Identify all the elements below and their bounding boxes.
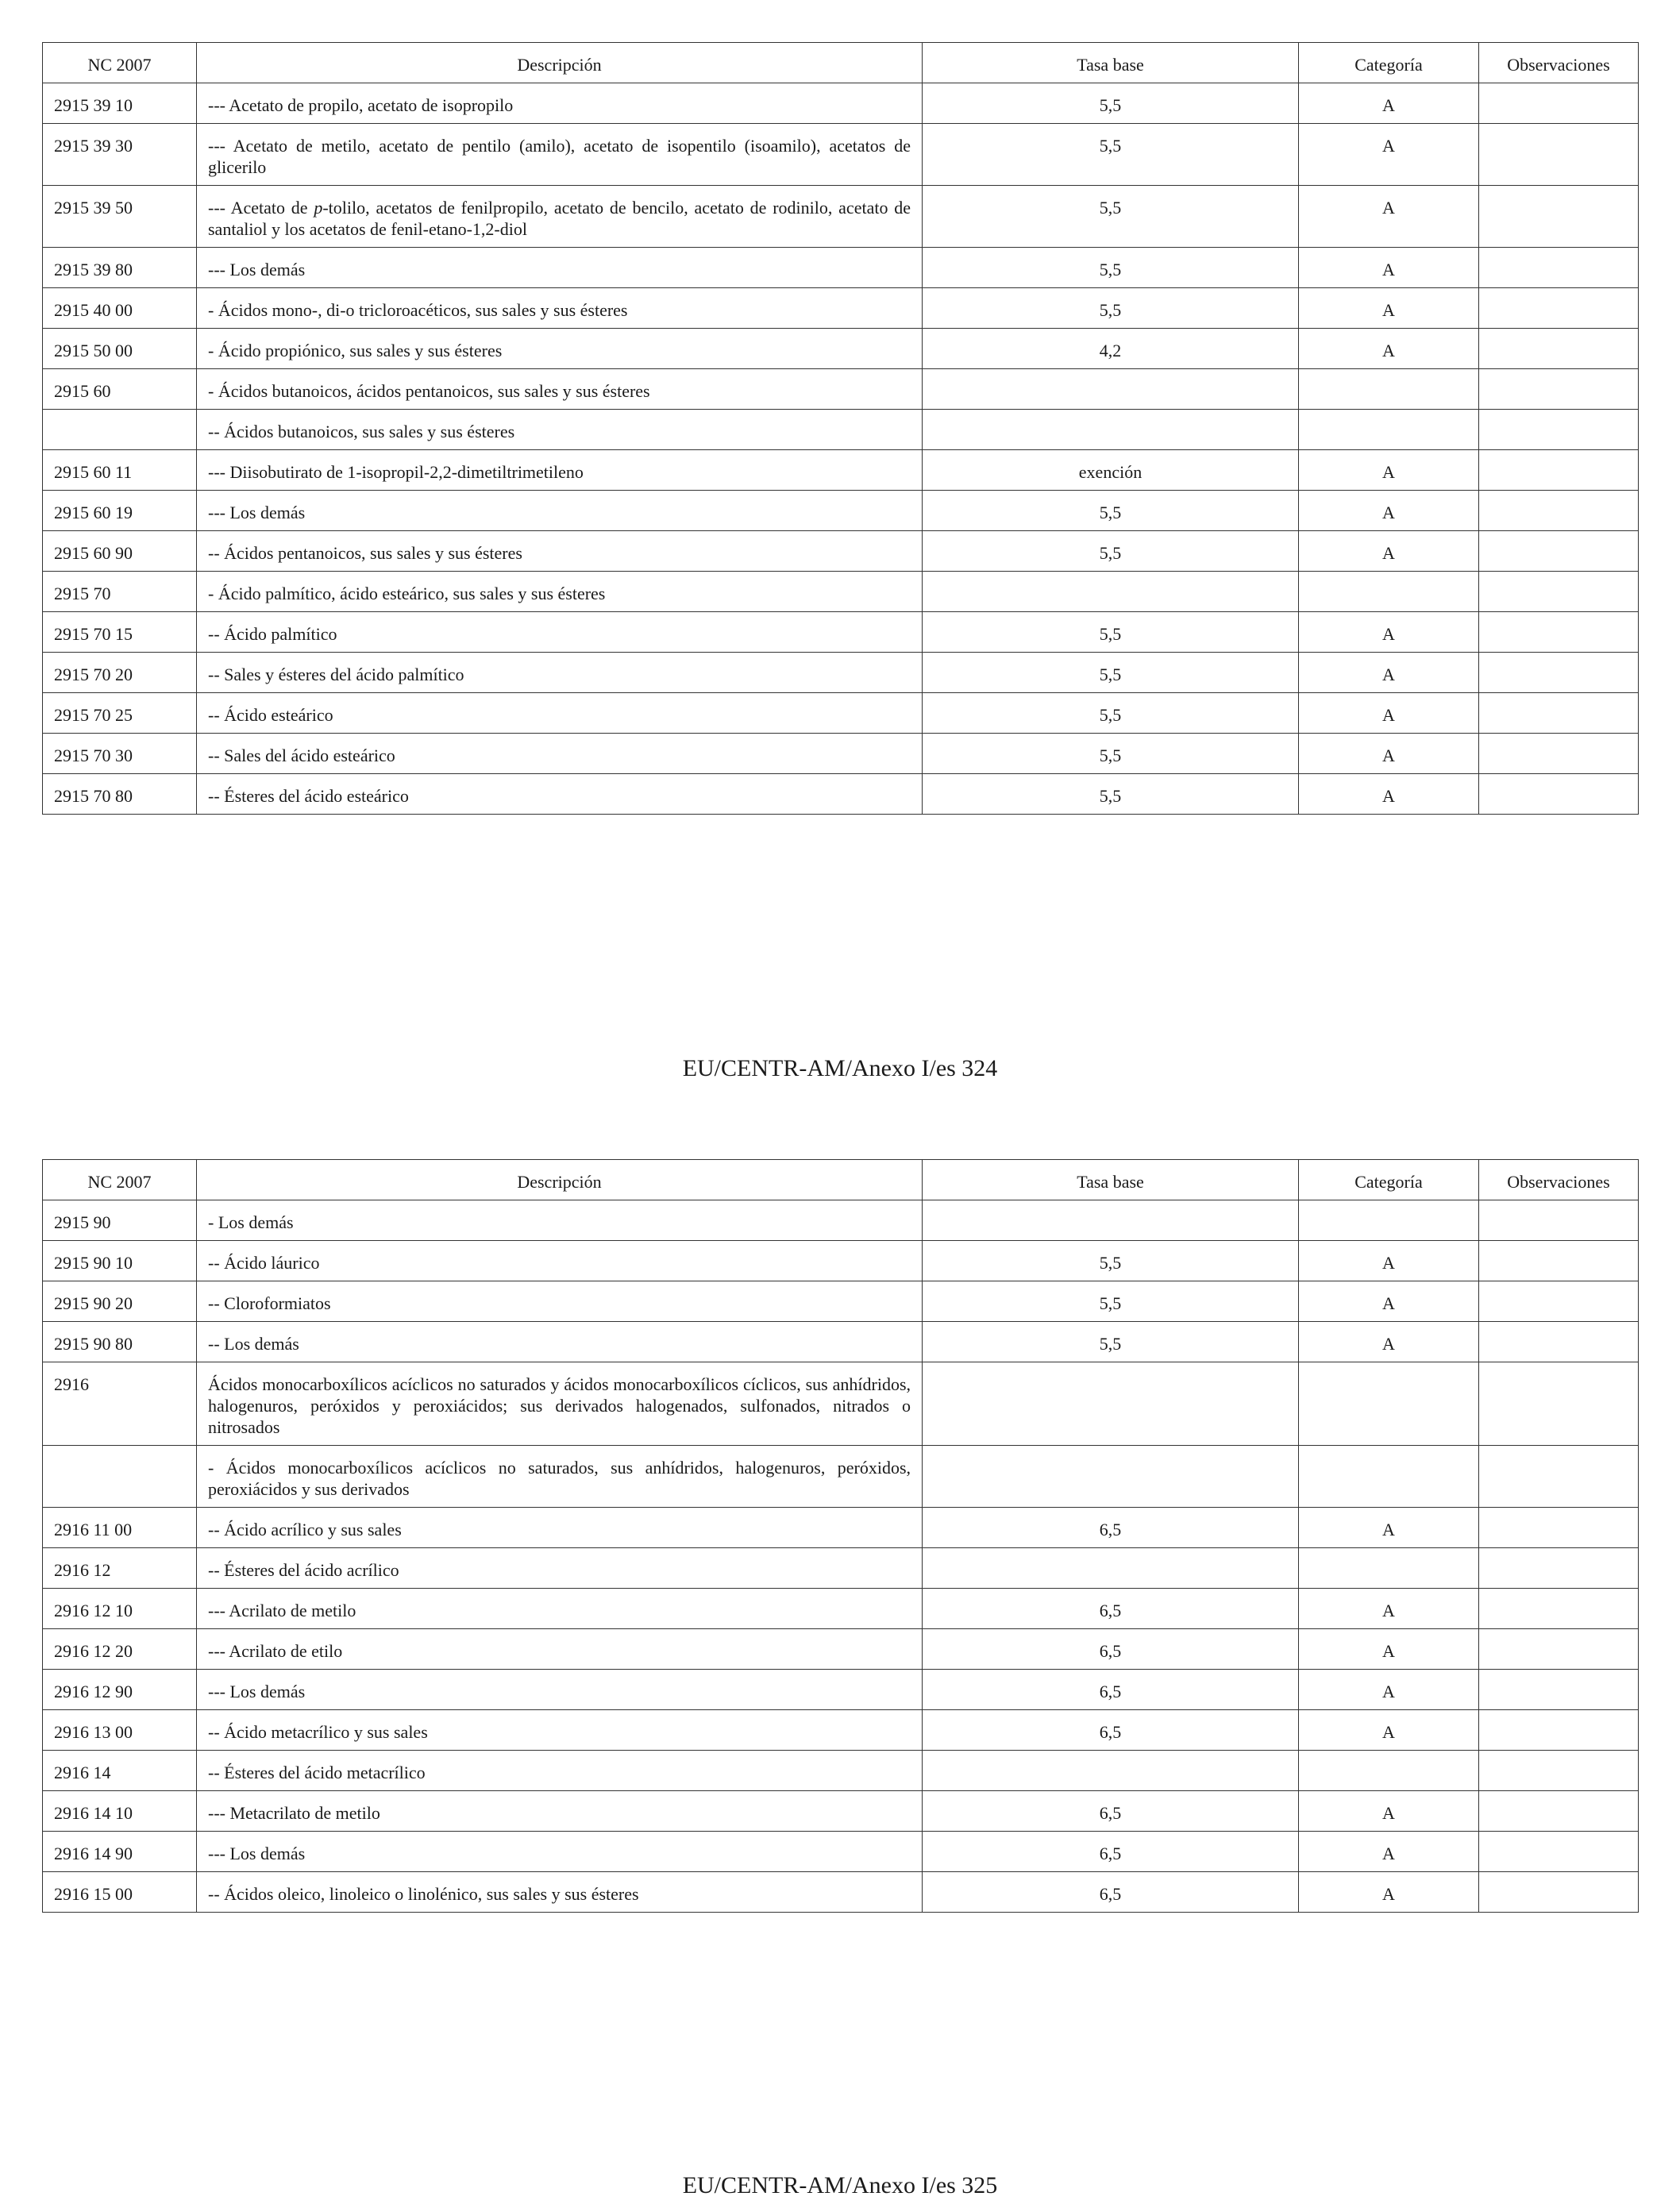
observations-cell [1479,410,1639,450]
table-row [43,1710,1639,1751]
table-row [43,774,1639,815]
nc-code-cell: 2915 39 30 [43,124,197,186]
observations-cell [1479,288,1639,329]
nc-code-cell: 2916 [43,1362,197,1446]
description-cell: -- Ésteres del ácido metacrílico [197,1751,923,1791]
base-rate-cell [923,410,1299,450]
category-cell: A [1299,491,1479,531]
table-row [43,693,1639,734]
description-cell: --- Diisobutirato de 1-isopropil-2,2-dimetiltrimetileno [197,450,923,491]
description-cell: -- Ésteres del ácido acrílico [197,1548,923,1589]
base-rate-cell: 6,5 [923,1832,1299,1872]
nc-code-cell: 2915 60 90 [43,531,197,572]
table-row [43,1362,1639,1446]
table-row [43,1508,1639,1548]
base-rate-cell: 5,5 [923,83,1299,124]
description-cell: - Los demás [197,1200,923,1241]
base-rate-cell: 6,5 [923,1791,1299,1832]
base-rate-cell: 6,5 [923,1629,1299,1670]
nc-code-cell: 2916 12 [43,1548,197,1589]
observations-cell [1479,1710,1639,1751]
observations-cell [1479,124,1639,186]
category-cell: A [1299,531,1479,572]
observations-cell [1479,1548,1639,1589]
category-cell: A [1299,1322,1479,1362]
category-cell: A [1299,734,1479,774]
nc-code-cell: 2915 50 00 [43,329,197,369]
base-rate-cell [923,1362,1299,1446]
description-cell: --- Los demás [197,1670,923,1710]
header-description: Descripción [197,43,923,83]
table-row [43,491,1639,531]
category-cell: A [1299,1508,1479,1548]
category-cell [1299,1548,1479,1589]
observations-cell [1479,1446,1639,1508]
nc-code-cell: 2915 70 30 [43,734,197,774]
header-category: Categoría [1299,43,1479,83]
nc-code-cell: 2915 60 11 [43,450,197,491]
nc-code-cell: 2915 40 00 [43,288,197,329]
table-row [43,1791,1639,1832]
table-row [43,329,1639,369]
description-cell: -- Ácidos pentanoicos, sus sales y sus ésteres [197,531,923,572]
observations-cell [1479,1589,1639,1629]
nc-code-cell: 2915 39 10 [43,83,197,124]
observations-cell [1479,186,1639,248]
table-row [43,288,1639,329]
base-rate-cell: 6,5 [923,1508,1299,1548]
nc-code-cell: 2915 70 20 [43,653,197,693]
table-row [43,1200,1639,1241]
description-cell: --- Acrilato de etilo [197,1629,923,1670]
base-rate-cell: 5,5 [923,248,1299,288]
header-observations: Observaciones [1479,1160,1639,1200]
nc-code-cell [43,410,197,450]
table-row [43,1322,1639,1362]
nc-code-cell: 2915 90 10 [43,1241,197,1281]
base-rate-cell: exención [923,450,1299,491]
observations-cell [1479,734,1639,774]
header-category: Categoría [1299,1160,1479,1200]
observations-cell [1479,450,1639,491]
observations-cell [1479,531,1639,572]
observations-cell [1479,693,1639,734]
description-cell: -- Ácido palmítico [197,612,923,653]
category-cell: A [1299,124,1479,186]
nc-code-cell: 2916 14 90 [43,1832,197,1872]
observations-cell [1479,1241,1639,1281]
description-cell: - Ácido propiónico, sus sales y sus ésteres [197,329,923,369]
nc-code-cell: 2916 12 10 [43,1589,197,1629]
observations-cell [1479,248,1639,288]
base-rate-cell: 5,5 [923,1281,1299,1322]
category-cell: A [1299,1241,1479,1281]
category-cell: A [1299,248,1479,288]
base-rate-cell: 6,5 [923,1710,1299,1751]
table-row [43,1589,1639,1629]
nc-code-cell: 2915 70 [43,572,197,612]
base-rate-cell: 6,5 [923,1670,1299,1710]
page-footer-324: EU/CENTR-AM/Anexo I/es 324 [682,1055,998,1081]
observations-cell [1479,1872,1639,1913]
base-rate-cell: 5,5 [923,612,1299,653]
nc-code-cell: 2916 11 00 [43,1508,197,1548]
table-row [43,612,1639,653]
base-rate-cell: 5,5 [923,531,1299,572]
description-cell: -- Ácido acrílico y sus sales [197,1508,923,1548]
description-cell: --- Los demás [197,491,923,531]
table-row [43,1548,1639,1589]
category-cell [1299,1362,1479,1446]
description-cell: --- Acrilato de metilo [197,1589,923,1629]
table-row [43,572,1639,612]
observations-cell [1479,612,1639,653]
table-row [43,1670,1639,1710]
description-cell: -- Cloroformiatos [197,1281,923,1322]
description-cell: -- Ácido metacrílico y sus sales [197,1710,923,1751]
description-cell: -- Ácidos butanoicos, sus sales y sus ésteres [197,410,923,450]
description-cell: -- Los demás [197,1322,923,1362]
observations-cell [1479,491,1639,531]
observations-cell [1479,1362,1639,1446]
observations-cell [1479,329,1639,369]
category-cell [1299,1200,1479,1241]
category-cell: A [1299,1832,1479,1872]
observations-cell [1479,1281,1639,1322]
table-row [43,450,1639,491]
nc-code-cell: 2915 39 50 [43,186,197,248]
observations-cell [1479,653,1639,693]
base-rate-cell: 5,5 [923,491,1299,531]
nc-code-cell: 2916 14 [43,1751,197,1791]
base-rate-cell: 5,5 [923,1241,1299,1281]
nc-code-cell: 2916 12 20 [43,1629,197,1670]
table-row [43,734,1639,774]
table-row [43,653,1639,693]
base-rate-cell: 5,5 [923,734,1299,774]
category-cell: A [1299,186,1479,248]
description-cell: Ácidos monocarboxílicos acíclicos no saturados y ácidos monocarboxílicos cíclicos, sus anhídridos, halogenuros, peróxidos y peroxiácidos; sus derivados halogenados, sulfonados, nitrados o nitrosados [197,1362,923,1446]
base-rate-cell: 5,5 [923,653,1299,693]
observations-cell [1479,1670,1639,1710]
base-rate-cell [923,1200,1299,1241]
base-rate-cell [923,369,1299,410]
description-cell: --- Acetato de metilo, acetato de pentilo (amilo), acetato de isopentilo (isoamilo), acetatos de glicerilo [197,124,923,186]
category-cell [1299,572,1479,612]
observations-cell [1479,369,1639,410]
nc-code-cell: 2915 70 25 [43,693,197,734]
category-cell: A [1299,1629,1479,1670]
table-row [43,124,1639,186]
category-cell: A [1299,329,1479,369]
observations-cell [1479,1751,1639,1791]
base-rate-cell [923,1446,1299,1508]
italic-p: p [314,198,323,218]
nc-code-cell: 2916 14 10 [43,1791,197,1832]
tariff-table-page-324 [42,42,1639,815]
category-cell: A [1299,774,1479,815]
table-row [43,1629,1639,1670]
category-cell: A [1299,450,1479,491]
description-cell: -- Sales y ésteres del ácido palmítico [197,653,923,693]
table-row [43,186,1639,248]
description-cell: -- Ácidos oleico, linoleico o linolénico, sus sales y sus ésteres [197,1872,923,1913]
table-row [43,1751,1639,1791]
header-base-rate: Tasa base [923,43,1299,83]
category-cell: A [1299,1589,1479,1629]
category-cell [1299,1751,1479,1791]
category-cell [1299,369,1479,410]
table-row [43,1832,1639,1872]
base-rate-cell: 5,5 [923,288,1299,329]
table-row [43,410,1639,450]
category-cell: A [1299,1791,1479,1832]
description-cell: -- Ácido láurico [197,1241,923,1281]
category-cell: A [1299,1670,1479,1710]
base-rate-cell: 5,5 [923,774,1299,815]
tariff-table-page-325 [42,1159,1639,1913]
nc-code-cell: 2915 70 15 [43,612,197,653]
description-cell: - Ácido palmítico, ácido esteárico, sus sales y sus ésteres [197,572,923,612]
base-rate-cell: 6,5 [923,1872,1299,1913]
observations-cell [1479,1508,1639,1548]
description-cell: - Ácidos butanoicos, ácidos pentanoicos, sus sales y sus ésteres [197,369,923,410]
description-cell: --- Los demás [197,1832,923,1872]
base-rate-cell: 5,5 [923,124,1299,186]
table-row [43,83,1639,124]
nc-code-cell: 2915 60 [43,369,197,410]
observations-cell [1479,1200,1639,1241]
header-observations: Observaciones [1479,43,1639,83]
nc-code-cell: 2916 15 00 [43,1872,197,1913]
description-cell: - Ácidos mono-, di-o tricloroacéticos, sus sales y sus ésteres [197,288,923,329]
base-rate-cell: 5,5 [923,186,1299,248]
nc-code-cell: 2915 90 80 [43,1322,197,1362]
description-cell: --- Los demás [197,248,923,288]
nc-code-cell: 2915 90 [43,1200,197,1241]
nc-code-cell: 2915 39 80 [43,248,197,288]
base-rate-cell: 4,2 [923,329,1299,369]
category-cell: A [1299,1281,1479,1322]
observations-cell [1479,1832,1639,1872]
table-row [43,1872,1639,1913]
table-header-row [43,43,1639,83]
base-rate-cell [923,1548,1299,1589]
category-cell [1299,1446,1479,1508]
description-cell: --- Acetato de p-tolilo, acetatos de fenilpropilo, acetato de bencilo, acetato de rodinilo, acetato de santaliol y los acetatos de fenil-etano-1,2-diol [197,186,923,248]
category-cell: A [1299,693,1479,734]
table-row [43,369,1639,410]
observations-cell [1479,83,1639,124]
table-row [43,248,1639,288]
table-row [43,531,1639,572]
category-cell [1299,410,1479,450]
observations-cell [1479,1791,1639,1832]
header-nc-code: NC 2007 [43,43,197,83]
nc-code-cell: 2916 13 00 [43,1710,197,1751]
description-cell: - Ácidos monocarboxílicos acíclicos no saturados, sus anhídridos, halogenuros, peróxidos, peroxiácidos y sus derivados [197,1446,923,1508]
nc-code-cell [43,1446,197,1508]
category-cell: A [1299,288,1479,329]
nc-code-cell: 2916 12 90 [43,1670,197,1710]
observations-cell [1479,774,1639,815]
table-header-row [43,1160,1639,1200]
base-rate-cell: 6,5 [923,1589,1299,1629]
category-cell: A [1299,1710,1479,1751]
header-base-rate: Tasa base [923,1160,1299,1200]
observations-cell [1479,1322,1639,1362]
description-cell: -- Sales del ácido esteárico [197,734,923,774]
header-description: Descripción [197,1160,923,1200]
category-cell: A [1299,1872,1479,1913]
nc-code-cell: 2915 90 20 [43,1281,197,1322]
table-row [43,1281,1639,1322]
base-rate-cell: 5,5 [923,693,1299,734]
table-row [43,1446,1639,1508]
description-cell: --- Metacrilato de metilo [197,1791,923,1832]
nc-code-cell: 2915 60 19 [43,491,197,531]
header-nc-code: NC 2007 [43,1160,197,1200]
base-rate-cell: 5,5 [923,1322,1299,1362]
description-cell: -- Ácido esteárico [197,693,923,734]
description-cell: -- Ésteres del ácido esteárico [197,774,923,815]
base-rate-cell [923,572,1299,612]
table-row [43,1241,1639,1281]
description-cell: --- Acetato de propilo, acetato de isopropilo [197,83,923,124]
category-cell: A [1299,612,1479,653]
category-cell: A [1299,653,1479,693]
nc-code-cell: 2915 70 80 [43,774,197,815]
base-rate-cell [923,1751,1299,1791]
category-cell: A [1299,83,1479,124]
page-footer-325: EU/CENTR-AM/Anexo I/es 325 [682,2172,998,2198]
observations-cell [1479,572,1639,612]
observations-cell [1479,1629,1639,1670]
